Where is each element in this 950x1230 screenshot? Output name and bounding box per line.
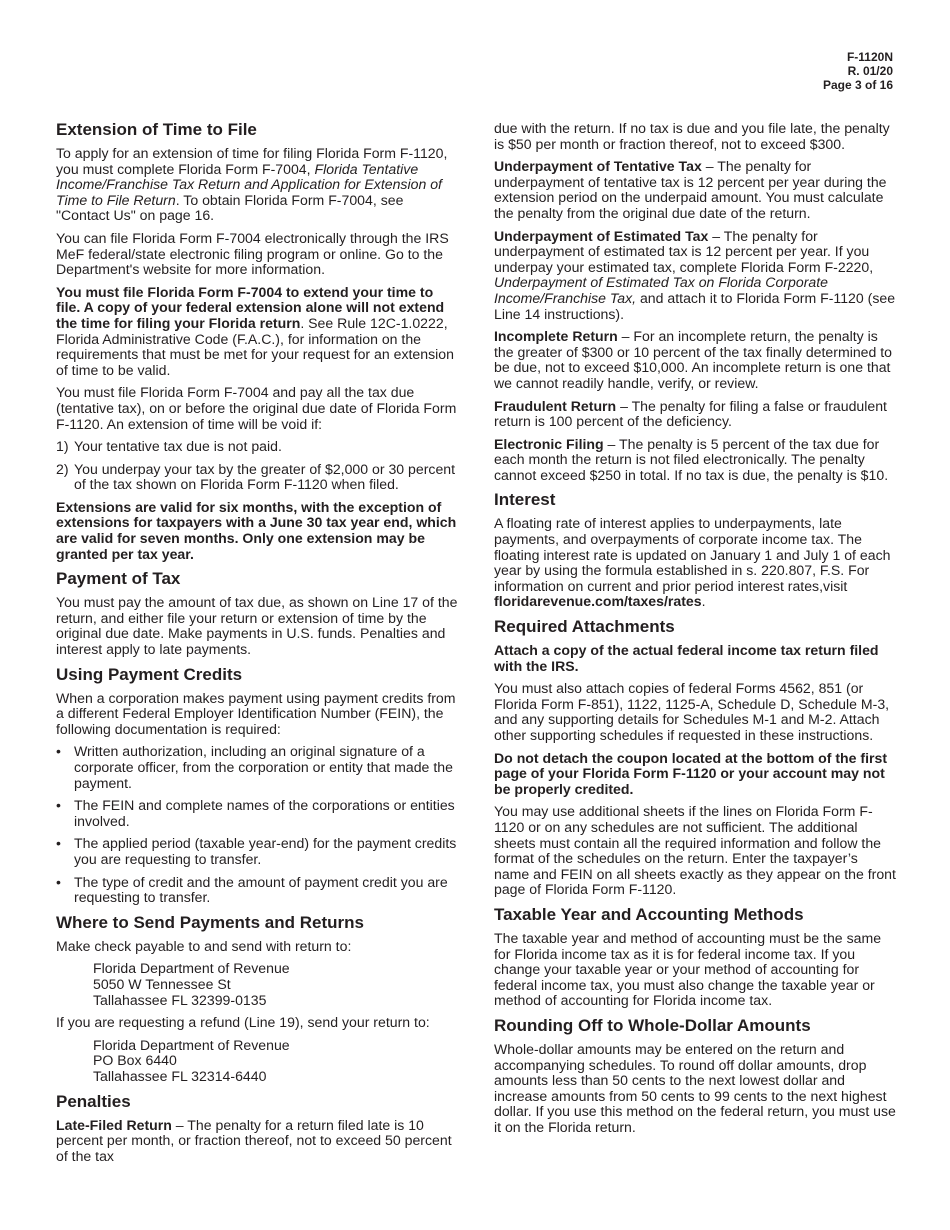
bullet-item: [56, 836, 460, 867]
late-filed-continued: due with the return. If no tax is due and you file late, the penalty is $50 per month or fraction thereof, not to exceed $300.: [494, 120, 890, 152]
interest-paragraph: [494, 516, 896, 610]
text: – The penalty is 5 percent of the tax due for each month the return is not filed electronically. The penalty cannot exceed $250 in total. If no tax is due, the penalty is $10.: [494, 435, 889, 483]
text: – For an incomplete return, the penalty is the greater of $300 or 10 percent of the tax finally determined to be due, not to exceed $10,000. An incomplete return is one that we cannot readily handle, verify, or review.: [494, 328, 893, 391]
text: – The penalty for underpayment of estimated tax is 12 percent per year. If you underpay your estimated tax, complete Florida Form F-2220,: [494, 227, 874, 275]
form-revision: R. 01/20: [847, 64, 893, 78]
left-column: [56, 118, 460, 1171]
bullet-icon: •: [56, 835, 61, 852]
where-paragraph-2: If you are requesting a refund (Line 19), send your return to:: [56, 1014, 430, 1031]
tentative-tax-paragraph: [494, 159, 896, 221]
fraudulent-return-paragraph: [494, 399, 896, 430]
heading-credits: Using Payment Credits: [56, 664, 243, 684]
bullet-icon: •: [56, 797, 61, 814]
incomplete-return-paragraph: [494, 329, 896, 391]
address-line: 5050 W Tennessee St: [93, 975, 231, 992]
address-line: Tallahassee FL 32399-0135: [93, 991, 267, 1008]
interest-rates-link[interactable]: floridarevenue.com/taxes/rates: [494, 593, 702, 610]
attachments-paragraph-1: Attach a copy of the actual federal income tax return filed with the IRS.: [494, 642, 879, 674]
text: . To obtain Florida Form F-7004, see "Contact Us" on page 16.: [56, 191, 404, 224]
text: – The penalty for underpayment of tentative tax is 12 percent per year during the extension period on the underpaid amount. You must calculate the penalty from the original due date of the return.: [494, 158, 887, 221]
list-text: Your tentative tax due is not paid.: [74, 438, 282, 455]
bullet-text: The type of credit and the amount of payment credit you are requesting to transfer.: [74, 873, 448, 906]
bold-text: You must file Florida Form F-7004 to extend your time to file. A copy of your federal extension alone will not extend the time for filing your Florida return: [56, 283, 445, 331]
right-column: [494, 121, 896, 1142]
extension-paragraph-1: [56, 146, 460, 224]
heading-taxable-year: Taxable Year and Accounting Methods: [494, 904, 804, 924]
electronic-filing-paragraph: [494, 437, 896, 484]
address-line: Tallahassee FL 32314-6440: [93, 1067, 267, 1084]
extension-paragraph-3: [56, 285, 460, 379]
list-item: [56, 462, 460, 493]
late-filed-paragraph: [56, 1118, 460, 1165]
list-text: You underpay your tax by the greater of $2,000 or 30 percent of the tax shown on Florida Form F-1120 when filed.: [74, 460, 456, 493]
attachments-paragraph-2: You must also attach copies of federal Forms 4562, 851 (or Florida Form F-851), 1122, 1125-A, Schedule D, Schedule M-3, and any supporting details for Schedules M-1 and M-2. Attach other supporting schedules if requested in these instructions.: [494, 680, 890, 743]
bold-label: Underpayment of Tentative Tax: [494, 158, 702, 175]
text: and attach it to Florida Form F-1120 (see Line 14 instructions).: [494, 289, 896, 322]
bold-label: Late-Filed Return: [56, 1116, 172, 1133]
taxable-year-paragraph: The taxable year and method of accounting must be the same for Florida income tax as it is for federal income tax. If you change your taxable year or your method of accounting for federal income tax, you must also change the taxable year or method of accounting for Florida income tax.: [494, 929, 882, 1009]
text: A floating rate of interest applies to underpayments, late payments, and overpayments of corporate income tax. The floating interest rate is updated on January 1 and July 1 of each year by using the formula established in s. 220.807, F.S. For information on current and prior period interest rates,visit: [494, 515, 891, 594]
bullet-icon: •: [56, 873, 61, 890]
list-item: [56, 439, 460, 455]
heading-penalties: Penalties: [56, 1091, 131, 1111]
text: To apply for an extension of time for filing Florida Form F-1120, you must complete Florida Form F-7004,: [56, 145, 448, 177]
bold-label: Incomplete Return: [494, 328, 618, 345]
address-line: PO Box 6440: [93, 1052, 177, 1069]
credits-paragraph: When a corporation makes payment using payment credits from a different Federal Employer Identification Number (FEIN), the following documentation is required:: [56, 689, 456, 737]
text: – The penalty for filing a false or fraudulent return is 100 percent of the deficiency.: [494, 397, 887, 430]
extension-paragraph-4: You must file Florida Form F-7004 and pay all the tax due (tentative tax), on or before the original due date of Florida Form F-1120. An extension of time will be void if:: [56, 384, 457, 432]
heading-rounding: Rounding Off to Whole-Dollar Amounts: [494, 1015, 811, 1035]
heading-payment: Payment of Tax: [56, 569, 181, 589]
payment-address: [93, 961, 460, 1008]
bullet-item: [56, 744, 460, 791]
attachments-paragraph-4: You may use additional sheets if the lines on Florida Form F-1120 or on any schedules are not sufficient. The additional sheets must contain all the required information and follow the format of the schedules on the return. Enter the taxpayer’s name and FEIN on all sheets exactly as they appear on the front page of Florida Form F-1120.: [494, 803, 896, 898]
list-number: 1): [56, 438, 69, 455]
estimated-tax-paragraph: [494, 229, 896, 323]
heading-interest: Interest: [494, 490, 556, 510]
refund-address: [93, 1038, 460, 1085]
form-number: F-1120N: [846, 50, 893, 64]
bullet-item: [56, 798, 460, 829]
heading-where-to-send: Where to Send Payments and Returns: [56, 912, 364, 932]
heading-attachments: Required Attachments: [494, 617, 675, 637]
heading-extension: Extension of Time to File: [56, 120, 257, 139]
address-line: Florida Department of Revenue: [93, 960, 290, 977]
page-number: Page 3 of 16: [822, 78, 893, 92]
text: – The penalty for a return filed late is 10 percent per month, or fraction thereof, not to exceed 50 percent of the tax: [56, 1116, 452, 1164]
bullet-text: Written authorization, including an original signature of a corporate officer, from the corporation or entity that made the payment.: [74, 743, 453, 791]
bold-label: Fraudulent Return: [494, 397, 617, 414]
form-title-text: Florida Tentative Income/Franchise Tax Return and Application for Extension of Time to File Return: [56, 160, 442, 208]
bullet-item: [56, 875, 460, 906]
bold-label: Electronic Filing: [494, 435, 604, 452]
page-header: [823, 50, 893, 92]
bullet-icon: •: [56, 743, 61, 760]
extension-paragraph-2: You can file Florida Form F-7004 electronically through the IRS MeF federal/state electronic filing program or online. Go to the Department's website for more information.: [56, 229, 449, 278]
list-number: 2): [56, 460, 69, 477]
text: . See Rule 12C-1.0222, Florida Administrative Code (F.A.C.), for information on the requirements that must be met for your request for an extension of time to be valid.: [56, 314, 454, 378]
extension-validity-note: Extensions are valid for six months, with the exception of extensions for taxpayers with a June 30 tax year end, which are valid for seven months. Only one extension may be granted per tax year.: [56, 498, 457, 562]
bullet-text: The applied period (taxable year-end) for the payment credits you are requesting to transfer.: [74, 835, 457, 867]
bold-label: Underpayment of Estimated Tax: [494, 227, 709, 244]
attachments-paragraph-3: Do not detach the coupon located at the bottom of the first page of your Florida Form F-1120 or your account may not be properly credited.: [494, 749, 888, 797]
payment-paragraph: You must pay the amount of tax due, as shown on Line 17 of the return, and either file your return or extension of time by the original due date. Make payments in U.S. funds. Penalties and interest apply to late payments.: [56, 594, 458, 658]
rounding-paragraph: Whole-dollar amounts may be entered on the return and accompanying schedules. To round off dollar amounts, drop amounts less than 50 cents to the next lowest dollar and increase amounts from 50 cents to 99 cents to the next highest dollar. If you use this method on the federal return, you must use it on the Florida return.: [494, 1040, 896, 1135]
text: .: [701, 593, 706, 610]
where-paragraph-1: Make check payable to and send with return to:: [56, 937, 352, 954]
bullet-text: The FEIN and complete names of the corporations or entities involved.: [74, 797, 455, 829]
form-title-text: Underpayment of Estimated Tax on Florida Corporate Income/Franchise Tax,: [494, 274, 828, 306]
address-line: Florida Department of Revenue: [93, 1036, 290, 1053]
